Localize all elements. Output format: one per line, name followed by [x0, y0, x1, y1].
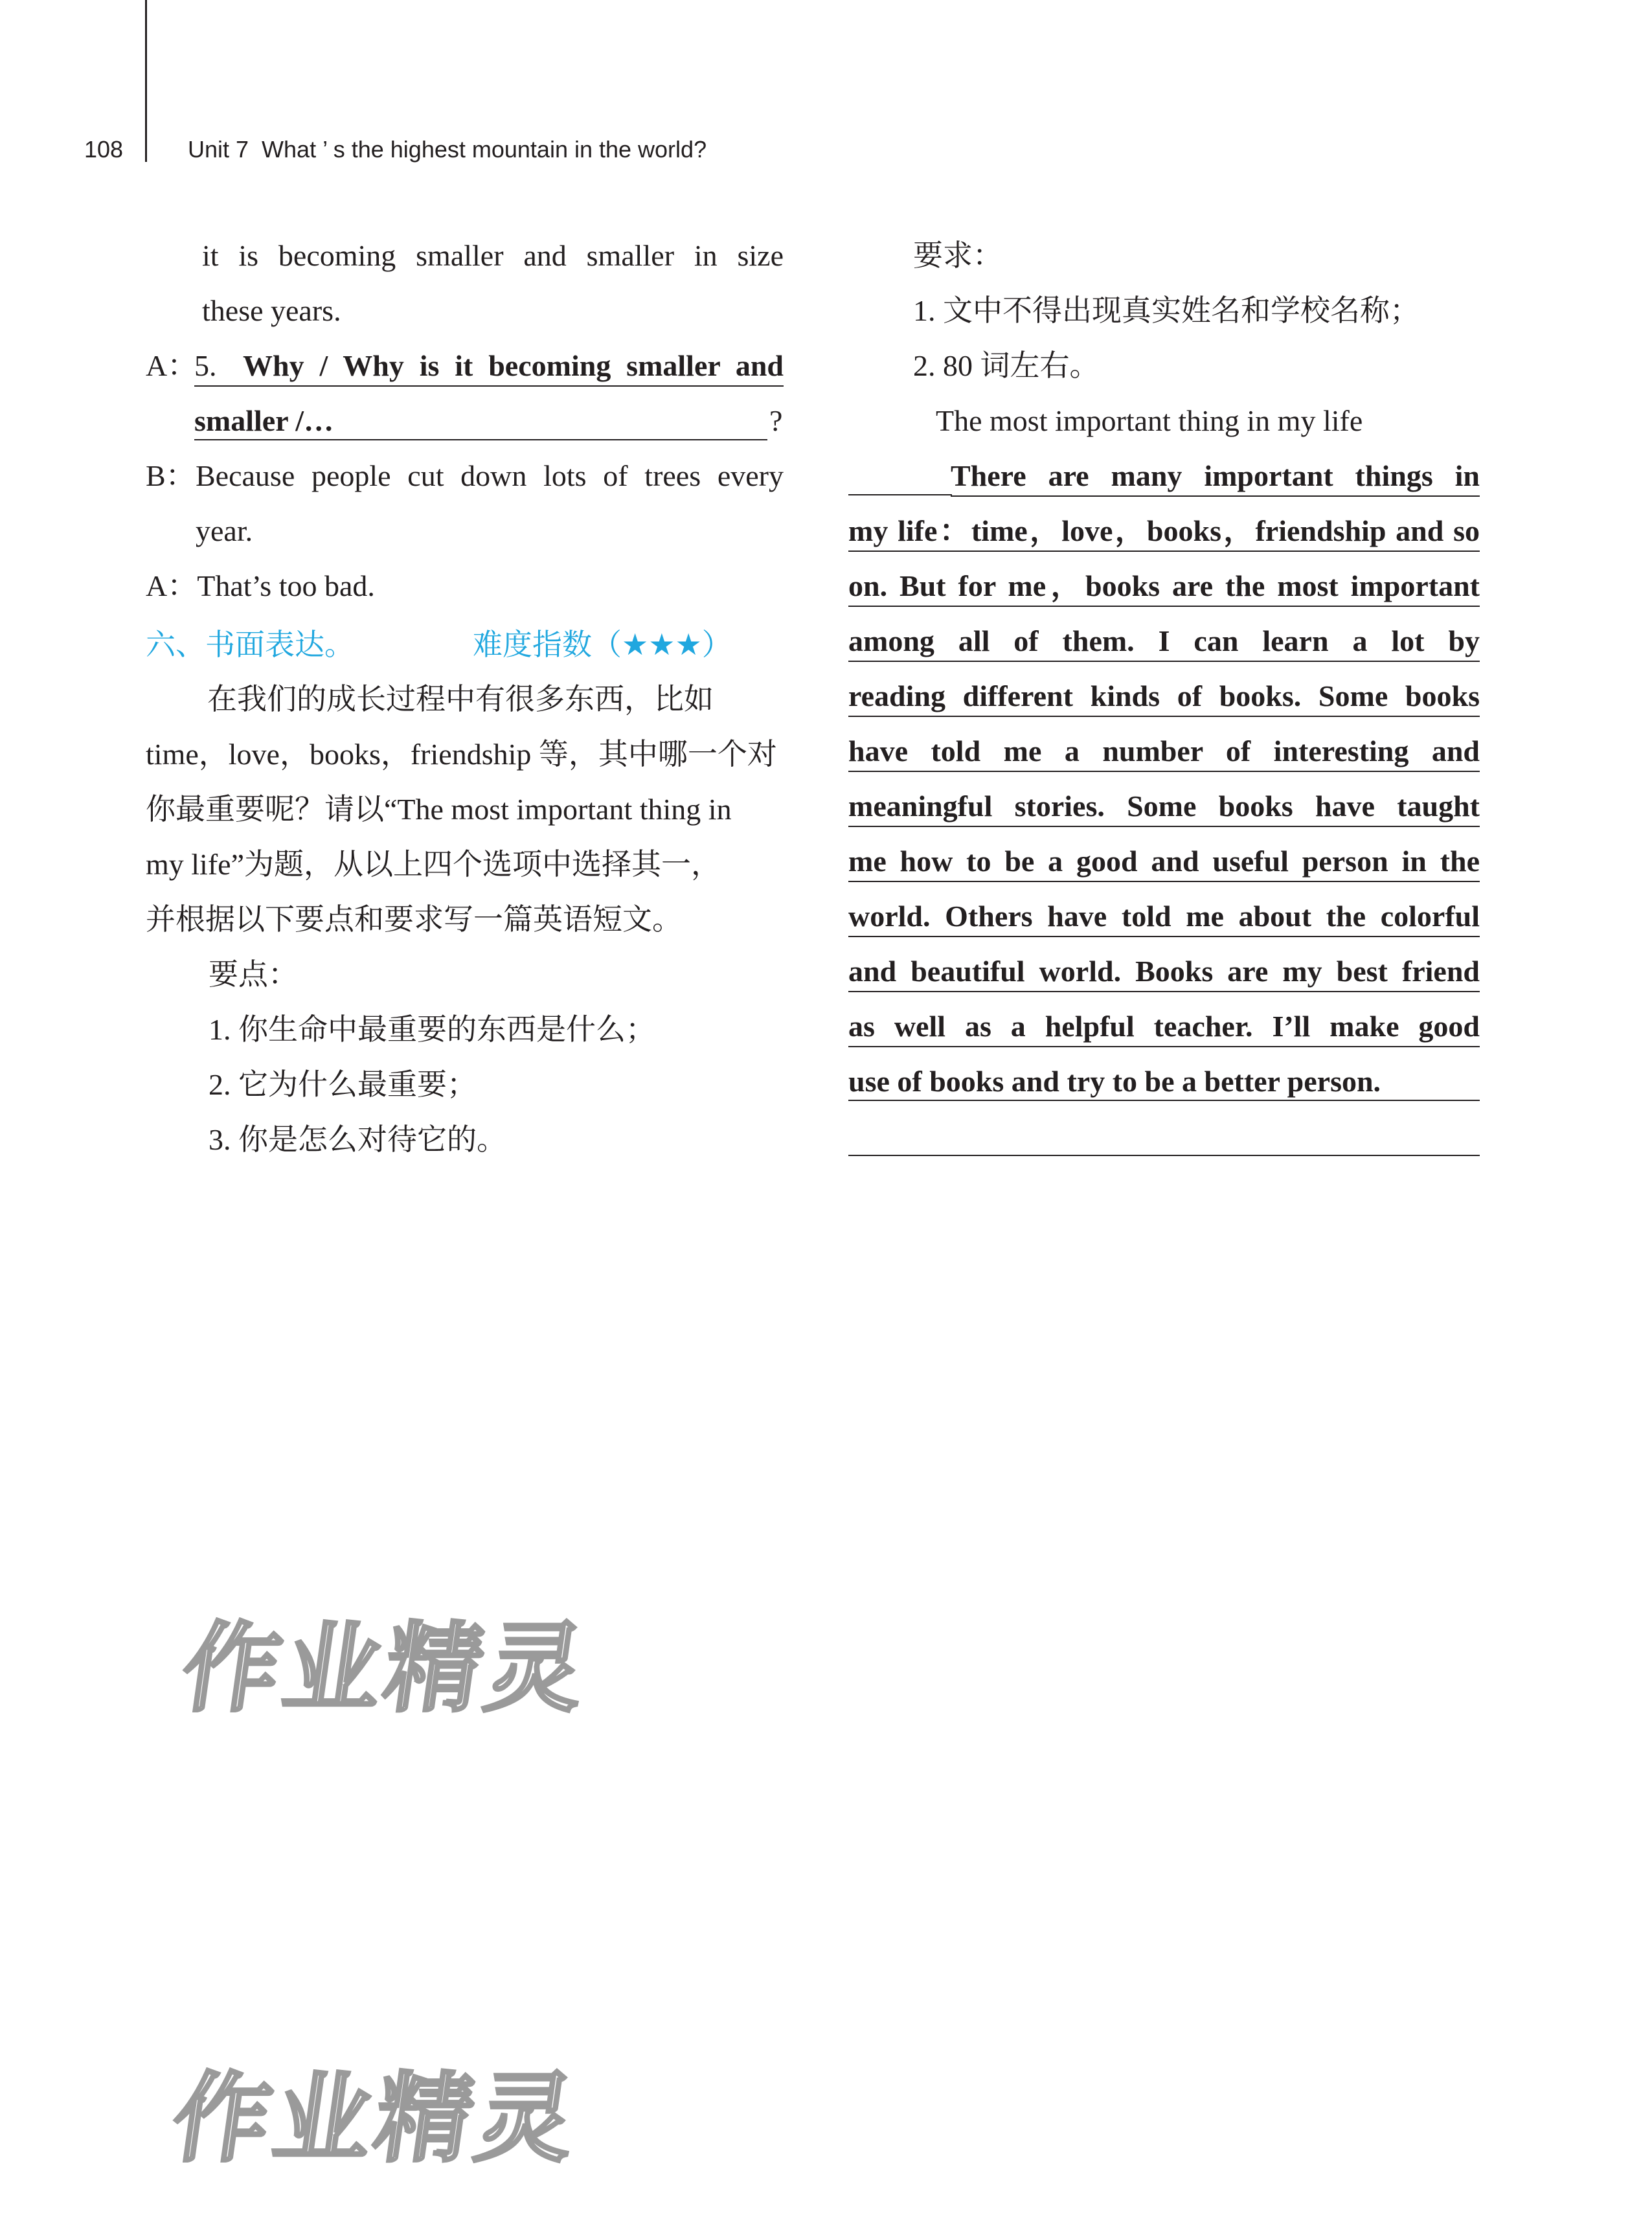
essay-title: The most important thing in my life: [936, 404, 1363, 437]
requirement-item: 2. 80 词左右。: [913, 349, 1100, 382]
essay-line: use of books and try to be a better person.: [848, 1065, 1381, 1098]
unit-title: Unit 7 What ’ s the highest mountain in the world?: [188, 136, 707, 163]
essay-line: my life：time，love，books，friendship and so: [848, 512, 1480, 552]
section-heading: [146, 625, 732, 664]
a5-answer-line-1: Why / Why is it becoming smaller and: [243, 346, 784, 387]
essay-line: among all of them. I can learn a lot by: [848, 622, 1480, 662]
a5-question-mark: ?: [769, 404, 783, 437]
essay-line: have told me a number of interesting and: [848, 732, 1480, 772]
point-item: 2. 它为什么最重要；: [209, 1068, 477, 1101]
b-speaker: B：: [146, 459, 196, 492]
intro-line-1: 在我们的成长过程中有很多东西，比如: [207, 683, 714, 716]
point-item: 3. 你是怎么对待它的。: [209, 1123, 506, 1156]
essay-line: on. But for me，books are the most important: [848, 567, 1480, 607]
essay-line: world. Others have told me about the colorful: [848, 897, 1480, 937]
b-line-1: Because people cut down lots of trees every: [196, 459, 784, 492]
point-item: 1. 你生命中最重要的东西是什么；: [209, 1013, 655, 1046]
intro-line-2: time，love，books，friendship 等，其中哪一个对: [146, 738, 777, 771]
a-final-line: A：That’s too bad.: [146, 569, 375, 602]
a5-speaker: A：: [146, 349, 198, 382]
essay-last-underline: [848, 1100, 1480, 1101]
essay-line: me how to be a good and useful person in the: [848, 842, 1480, 882]
watermark-logo: 作业精灵: [175, 1613, 596, 1725]
a5-answer-underline: [194, 439, 767, 440]
intro-line-3: 你最重要呢？请以“The most important thing in: [146, 793, 732, 826]
essay-line: and beautiful world. Books are my best friend: [848, 952, 1480, 992]
watermark-logo: 作业精灵: [165, 2063, 586, 2175]
essay-line: reading different kinds of books. Some books: [848, 677, 1480, 717]
b-line-2: year.: [196, 514, 253, 547]
essay-line: as well as a helpful teacher. I’ll make good: [848, 1007, 1480, 1047]
a5-number: 5.: [194, 346, 256, 387]
section-title: 六、书面表达。: [146, 627, 354, 662]
points-title: 要点：: [209, 958, 298, 991]
page-number: 108: [84, 136, 124, 163]
essay-line: meaningful stories. Some books have taught: [848, 787, 1480, 827]
a5-answer-line-2: smaller /…: [194, 404, 334, 437]
requirement-item: 1. 文中不得出现真实姓名和学校名称；: [913, 294, 1420, 327]
essay-line: There are many important things in: [951, 457, 1480, 497]
header-rule: [145, 0, 147, 162]
dialog-continuation-line-2: these years.: [202, 294, 341, 327]
difficulty-rating: 难度指数（★★★）: [473, 627, 732, 662]
intro-line-5: 并根据以下要点和要求写一篇英语短文。: [146, 903, 682, 936]
requirements-title: 要求：: [913, 239, 1002, 272]
intro-line-4: my life”为题，从以上四个选项中选择其一，: [146, 848, 721, 881]
dialog-continuation-line-1: it is becoming smaller and smaller in size: [202, 239, 784, 272]
essay-indent-underline: [848, 494, 952, 495]
essay-blank-line: [848, 1155, 1480, 1156]
